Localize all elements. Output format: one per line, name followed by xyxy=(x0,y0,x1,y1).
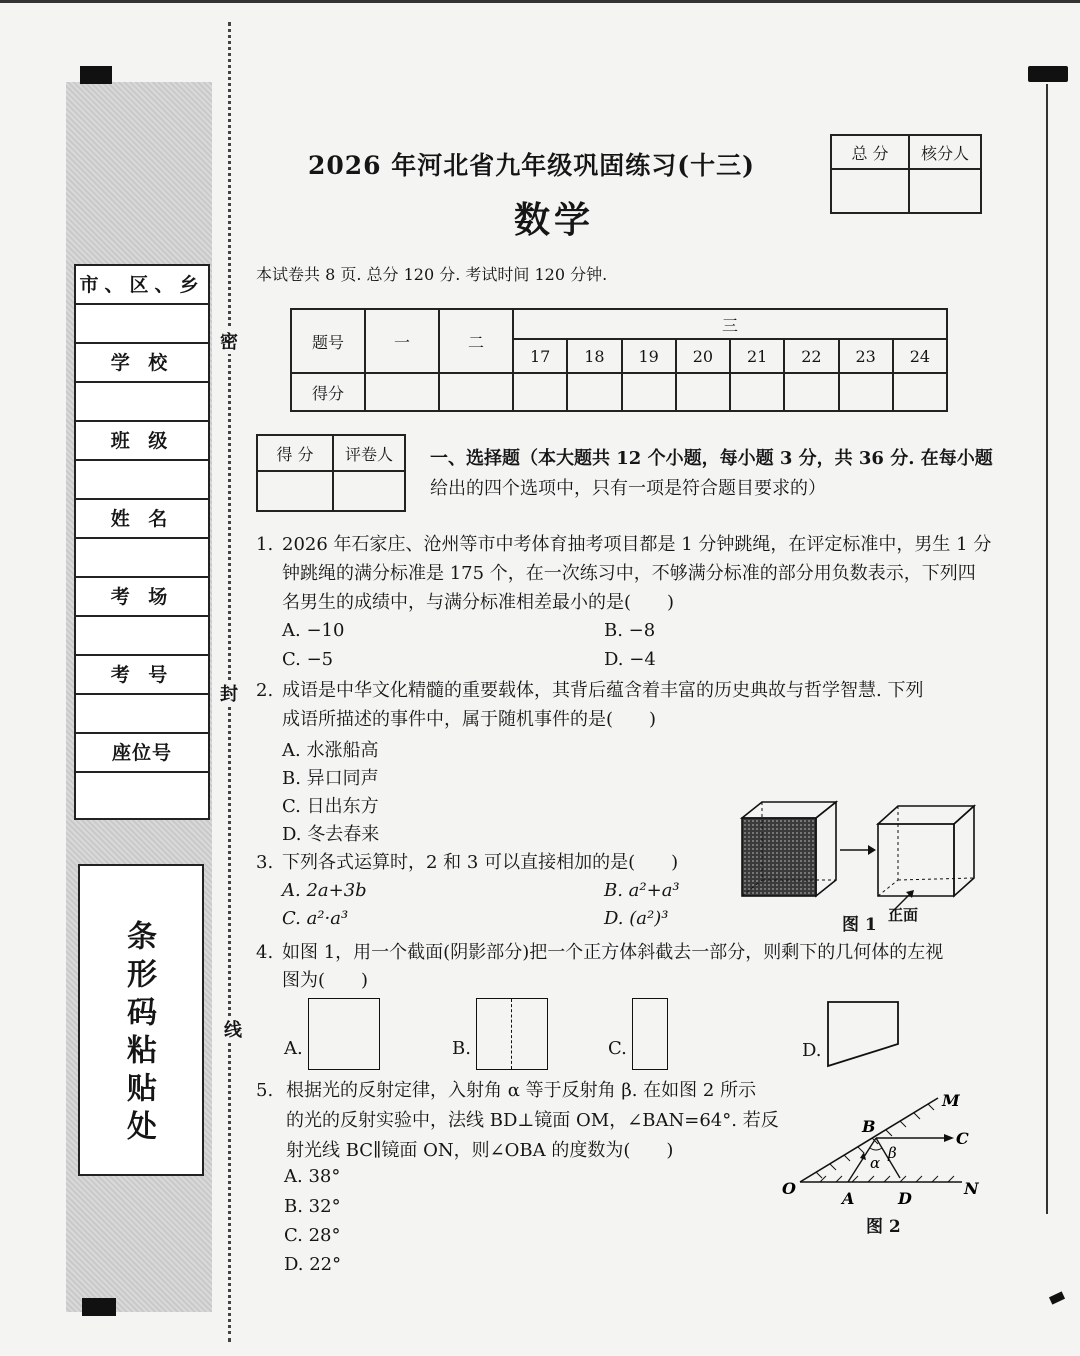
score-table-q20: 20 xyxy=(676,339,730,373)
field-input-class[interactable] xyxy=(76,461,208,500)
section1-heading-line1: 一、选择题（本大题共 12 个小题，每小题 3 分，共 36 分. 在每小题 xyxy=(430,448,993,469)
cube-figure xyxy=(742,802,836,896)
field-label-exam-number: 考 号 xyxy=(76,656,208,695)
mirror-om xyxy=(800,1098,938,1182)
total-score-box xyxy=(830,134,982,214)
score-cell[interactable] xyxy=(622,373,676,411)
checker-label: 核分人 xyxy=(909,135,981,169)
truncated-cube-figure xyxy=(878,806,974,914)
figure-1-front-label: 正面 xyxy=(888,906,919,924)
section-score-cell[interactable] xyxy=(257,471,333,511)
field-input-name[interactable] xyxy=(76,539,208,578)
question-1-line: 名男生的成绩中，与满分标准相差最小的是( ) xyxy=(282,592,675,613)
registration-mark-top-right xyxy=(1028,66,1068,82)
question-2-line: 成语所描述的事件中，属于随机事件的是( ) xyxy=(282,709,657,730)
question-number: 2. xyxy=(256,680,274,701)
score-cell[interactable] xyxy=(784,373,838,411)
q2-option-a[interactable]: A. 水涨船高 xyxy=(282,740,379,761)
total-label: 总 分 xyxy=(831,135,909,169)
grader-cell[interactable] xyxy=(333,471,405,511)
question-number: 3. xyxy=(256,852,274,873)
fig2-label-beta: β xyxy=(888,1144,897,1162)
light-rays xyxy=(848,1134,954,1182)
q4-figure-b[interactable] xyxy=(476,998,548,1070)
fig2-label-alpha: α xyxy=(870,1154,881,1172)
score-cell[interactable] xyxy=(730,373,784,411)
question-5-line: 的光的反射实验中，法线 BD⊥镜面 OM，∠BAN=64°. 若反 xyxy=(286,1110,779,1131)
seal-char-feng: 封 xyxy=(220,680,238,706)
score-cell[interactable] xyxy=(839,373,893,411)
question-1-line: 钟跳绳的满分标准是 175 个，在一次练习中，不够满分标准的部分用负数表示，下列四 xyxy=(282,563,976,584)
score-table-q24: 24 xyxy=(893,339,947,373)
fig2-label-o: O xyxy=(782,1179,796,1198)
q2-option-b[interactable]: B. 异口同声 xyxy=(282,768,379,789)
checker-cell[interactable] xyxy=(909,169,981,213)
score-cell[interactable] xyxy=(567,373,621,411)
q4-option-a[interactable]: A. xyxy=(284,1038,303,1059)
question-4-line: 如图 1，用一个截面(阴影部分)把一个正方体斜截去一部分，则剩下的几何体的左视 xyxy=(282,942,944,963)
q5-option-a[interactable]: A. 38° xyxy=(284,1166,341,1187)
fig2-label-m: M xyxy=(942,1091,960,1110)
section1-heading-line2: 给出的四个选项中，只有一项是符合题目要求的） xyxy=(430,478,826,499)
question-number: 4. xyxy=(256,942,274,963)
q4-option-d[interactable]: D. xyxy=(802,1040,822,1061)
barcode-area xyxy=(78,864,204,1176)
score-table-section-1: 一 xyxy=(365,309,439,373)
score-table-q22: 22 xyxy=(784,339,838,373)
field-input-district[interactable] xyxy=(76,305,208,344)
score-table-q17: 17 xyxy=(513,339,567,373)
question-2-line: 成语是中华文化精髓的重要载体，其背后蕴含着丰富的历史典故与哲学智慧. 下列 xyxy=(282,680,924,701)
field-label-district: 市、区、乡 xyxy=(76,266,208,305)
q1-option-c[interactable]: C. −5 xyxy=(282,649,334,670)
score-cell[interactable] xyxy=(439,373,513,411)
student-info-fields xyxy=(74,264,210,820)
q5-option-c[interactable]: C. 28° xyxy=(284,1225,341,1246)
q5-option-d[interactable]: D. 22° xyxy=(284,1254,342,1275)
field-label-name: 姓 名 xyxy=(76,500,208,539)
subject-title: 数学 xyxy=(514,199,595,241)
seal-char-mi: 密 xyxy=(220,328,238,354)
q1-option-b[interactable]: B. −8 xyxy=(604,620,656,641)
q5-option-b[interactable]: B. 32° xyxy=(284,1196,341,1217)
field-label-class: 班 级 xyxy=(76,422,208,461)
q3-option-a[interactable]: A. 2a+3b xyxy=(282,880,367,901)
q4-option-c[interactable]: C. xyxy=(608,1038,627,1059)
question-5-line: 射光线 BC∥镜面 ON，则∠OBA 的度数为( ) xyxy=(286,1140,674,1161)
fig2-label-a: A xyxy=(842,1189,855,1208)
fig2-label-n: N xyxy=(964,1179,979,1198)
hidden-edge-line xyxy=(511,999,512,1069)
question-number: 1. xyxy=(256,534,274,555)
field-input-seat[interactable] xyxy=(76,773,208,812)
score-cell[interactable] xyxy=(513,373,567,411)
fig2-label-c: C xyxy=(956,1129,969,1148)
score-table-q18: 18 xyxy=(567,339,621,373)
registration-mark-bottom-right xyxy=(1049,1291,1065,1304)
q2-option-c[interactable]: C. 日出东方 xyxy=(282,796,379,817)
score-table-q23: 23 xyxy=(839,339,893,373)
field-label-exam-room: 考 场 xyxy=(76,578,208,617)
score-table xyxy=(290,308,948,412)
score-table-row1-label: 题号 xyxy=(291,309,365,373)
score-table-q19: 19 xyxy=(622,339,676,373)
q4-option-b[interactable]: B. xyxy=(452,1038,471,1059)
question-3-line: 下列各式运算时，2 和 3 可以直接相加的是( ) xyxy=(282,852,679,873)
field-label-school: 学 校 xyxy=(76,344,208,383)
figure-1-caption: 图 1 xyxy=(842,915,877,935)
fig2-label-d: D xyxy=(898,1189,912,1208)
q3-option-c[interactable]: C. a²·a³ xyxy=(282,908,349,929)
score-table-q21: 21 xyxy=(730,339,784,373)
field-input-exam-room[interactable] xyxy=(76,617,208,656)
fig2-label-b: B xyxy=(862,1117,876,1136)
mirror-on xyxy=(800,1176,962,1182)
section-score-label: 得 分 xyxy=(257,435,333,471)
registration-mark-bottom-left xyxy=(82,1298,116,1316)
grader-label: 评卷人 xyxy=(333,435,405,471)
question-1-line: 2026 年石家庄、沧州等市中考体育抽考项目都是 1 分钟跳绳，在评定标准中，男生 1 分 xyxy=(282,534,992,555)
registration-mark-top-left xyxy=(80,66,112,84)
score-table-row2-label: 得分 xyxy=(291,373,365,411)
question-5-line: 根据光的反射定律，入射角 α 等于反射角 β. 在如图 2 所示 xyxy=(286,1080,757,1101)
score-table-section-2: 二 xyxy=(439,309,513,373)
exam-title: 2026 年河北省九年级巩固练习(十三) xyxy=(308,151,755,180)
right-margin-line xyxy=(1046,84,1048,1214)
figure-2-caption: 图 2 xyxy=(866,1217,901,1237)
q2-option-d[interactable]: D. 冬去春来 xyxy=(282,824,380,845)
q3-option-b[interactable]: B. a²+a³ xyxy=(604,880,680,901)
arrow-icon xyxy=(840,845,876,855)
barcode-label: 条形码粘贴处 xyxy=(121,920,156,1148)
score-table-section-3: 三 xyxy=(513,309,947,339)
exam-info: 本试卷共 8 页. 总分 120 分. 考试时间 120 分钟. xyxy=(256,265,608,284)
question-number: 5. xyxy=(256,1080,274,1101)
score-cell[interactable] xyxy=(676,373,730,411)
seal-char-xian: 线 xyxy=(224,1016,242,1042)
score-cell[interactable] xyxy=(365,373,439,411)
q4-figure-d[interactable] xyxy=(826,1000,902,1070)
scan-edge xyxy=(0,0,1080,3)
q1-option-a[interactable]: A. −10 xyxy=(282,620,345,641)
total-score-cell[interactable] xyxy=(831,169,909,213)
q3-option-d[interactable]: D. (a²)³ xyxy=(604,908,669,929)
section1-score-box xyxy=(256,434,406,512)
score-cell[interactable] xyxy=(893,373,947,411)
field-input-exam-number[interactable] xyxy=(76,695,208,734)
figure-2 xyxy=(776,1086,986,1214)
field-input-school[interactable] xyxy=(76,383,208,422)
q4-figure-a[interactable] xyxy=(308,998,380,1070)
field-label-seat: 座位号 xyxy=(76,734,208,773)
question-4-line: 图为( ) xyxy=(282,970,369,991)
q4-figure-c[interactable] xyxy=(632,998,668,1070)
q1-option-d[interactable]: D. −4 xyxy=(604,649,656,670)
